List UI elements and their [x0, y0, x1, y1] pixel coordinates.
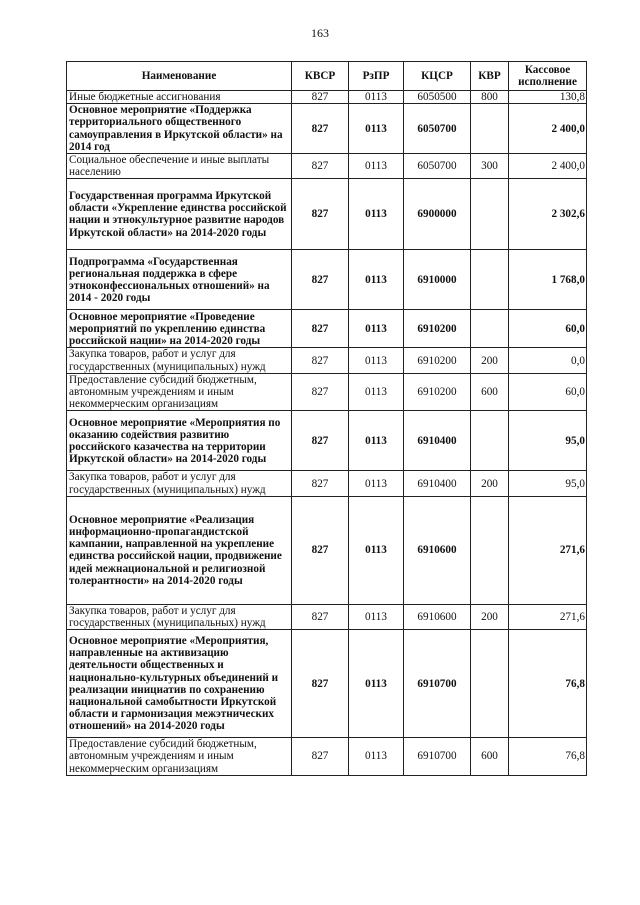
row-rzpr: 0113	[349, 179, 404, 250]
row-name: Иные бюджетные ассигнования	[67, 91, 292, 104]
row-kvsr: 827	[292, 104, 349, 154]
row-kcsr: 6900000	[404, 179, 471, 250]
row-amount: 95,0	[509, 471, 587, 496]
row-rzpr: 0113	[349, 104, 404, 154]
header-kvr: КВР	[471, 62, 509, 91]
row-rzpr: 0113	[349, 411, 404, 471]
row-amount: 271,6	[509, 496, 587, 604]
row-kcsr: 6910200	[404, 348, 471, 373]
header-kvsr: КВСР	[292, 62, 349, 91]
row-kvr	[471, 411, 509, 471]
row-name: Подпрограмма «Государственная региональная поддержка в сфере этноконфессиональных отношений» на 2014 - 2020 годы	[67, 250, 292, 310]
row-name: Основное мероприятие «Поддержка территориального общественного самоуправления в Иркутской области» на 2014 год	[67, 104, 292, 154]
table-header-row	[67, 62, 587, 91]
row-kcsr: 6050500	[404, 91, 471, 104]
table-row	[67, 154, 587, 179]
row-kvsr: 827	[292, 471, 349, 496]
row-rzpr: 0113	[349, 91, 404, 104]
row-name: Предоставление субсидий бюджетным, автономным учреждениям и иным некоммерческим организациям	[67, 373, 292, 411]
row-kvsr: 827	[292, 91, 349, 104]
row-amount: 60,0	[509, 310, 587, 348]
row-name: Закупка товаров, работ и услуг для государственных (муниципальных) нужд	[67, 604, 292, 629]
row-kvr	[471, 496, 509, 604]
row-name: Основное мероприятие «Мероприятия по оказанию содействия развитию российского казачества на территории Иркутской области» на 2014-2020 годы	[67, 411, 292, 471]
row-kvsr: 827	[292, 373, 349, 411]
budget-table	[66, 61, 587, 776]
row-kvr: 600	[471, 373, 509, 411]
row-kvr: 300	[471, 154, 509, 179]
row-kvsr: 827	[292, 411, 349, 471]
table-row	[67, 104, 587, 154]
header-name: Наименование	[67, 62, 292, 91]
row-rzpr: 0113	[349, 250, 404, 310]
row-name: Основное мероприятие «Проведение мероприятий по укреплению единства российской нации» на 2014-2020 годы	[67, 310, 292, 348]
row-kvr: 800	[471, 91, 509, 104]
row-kcsr: 6050700	[404, 104, 471, 154]
row-kvsr: 827	[292, 496, 349, 604]
row-name: Основное мероприятие «Мероприятия, направленные на активизацию деятельности общественных и национально-культурных объединений и реализации инициатив по сохранению национальной самобытности Иркутской области и гармонизация межэтнических отношений» на 2014-2020 годы	[67, 630, 292, 738]
row-name: Предоставление субсидий бюджетным, автономным учреждениям и иным некоммерческим организациям	[67, 738, 292, 776]
row-kvr	[471, 104, 509, 154]
row-amount: 0,0	[509, 348, 587, 373]
table-row	[67, 348, 587, 373]
table-row	[67, 411, 587, 471]
header-kcsr: КЦСР	[404, 62, 471, 91]
row-kvr: 600	[471, 738, 509, 776]
table-row	[67, 738, 587, 776]
row-rzpr: 0113	[349, 471, 404, 496]
row-rzpr: 0113	[349, 496, 404, 604]
header-amount: Кассовое исполнение	[509, 62, 587, 91]
row-name: Закупка товаров, работ и услуг для государственных (муниципальных) нужд	[67, 471, 292, 496]
row-kvsr: 827	[292, 179, 349, 250]
row-rzpr: 0113	[349, 310, 404, 348]
row-kvr: 200	[471, 471, 509, 496]
row-kvr	[471, 250, 509, 310]
row-amount: 60,0	[509, 373, 587, 411]
row-amount: 271,6	[509, 604, 587, 629]
row-amount: 76,8	[509, 630, 587, 738]
row-kcsr: 6910200	[404, 310, 471, 348]
row-kvsr: 827	[292, 630, 349, 738]
row-kcsr: 6910200	[404, 373, 471, 411]
row-kvsr: 827	[292, 348, 349, 373]
row-amount: 130,8	[509, 91, 587, 104]
table-row	[67, 496, 587, 604]
table-row	[67, 91, 587, 104]
row-amount: 2 400,0	[509, 154, 587, 179]
row-kcsr: 6910000	[404, 250, 471, 310]
row-rzpr: 0113	[349, 738, 404, 776]
row-kcsr: 6050700	[404, 154, 471, 179]
table-row	[67, 373, 587, 411]
row-kvr: 200	[471, 348, 509, 373]
row-kcsr: 6910700	[404, 630, 471, 738]
row-name: Государственная программа Иркутской области «Укрепление единства российской нации и этнокультурное развитие народов Иркутской области» на 2014-2020 годы	[67, 179, 292, 250]
table-row	[67, 471, 587, 496]
row-rzpr: 0113	[349, 373, 404, 411]
table-body	[67, 91, 587, 776]
row-kvsr: 827	[292, 604, 349, 629]
table-row	[67, 630, 587, 738]
row-kvsr: 827	[292, 310, 349, 348]
row-name: Социальное обеспечение и иные выплаты населению	[67, 154, 292, 179]
table-row	[67, 250, 587, 310]
row-amount: 2 400,0	[509, 104, 587, 154]
row-kcsr: 6910400	[404, 471, 471, 496]
row-rzpr: 0113	[349, 154, 404, 179]
row-name: Основное мероприятие «Реализация информационно-пропагандистской кампании, направленной на укрепление единства российской нации, продвижение идей межнациональной и религиозной толерантности» на 2014-2020 годы	[67, 496, 292, 604]
row-amount: 2 302,6	[509, 179, 587, 250]
row-kvr	[471, 310, 509, 348]
row-kvsr: 827	[292, 250, 349, 310]
table-row	[67, 310, 587, 348]
row-amount: 95,0	[509, 411, 587, 471]
row-kvr	[471, 179, 509, 250]
row-amount: 1 768,0	[509, 250, 587, 310]
table-row	[67, 604, 587, 629]
table-row	[67, 179, 587, 250]
row-kvr: 200	[471, 604, 509, 629]
row-kcsr: 6910600	[404, 496, 471, 604]
row-kcsr: 6910600	[404, 604, 471, 629]
row-name: Закупка товаров, работ и услуг для государственных (муниципальных) нужд	[67, 348, 292, 373]
row-rzpr: 0113	[349, 348, 404, 373]
row-kcsr: 6910400	[404, 411, 471, 471]
row-rzpr: 0113	[349, 630, 404, 738]
row-amount: 76,8	[509, 738, 587, 776]
row-kvsr: 827	[292, 738, 349, 776]
page-number: 163	[311, 26, 329, 40]
row-kvr	[471, 630, 509, 738]
row-rzpr: 0113	[349, 604, 404, 629]
row-kcsr: 6910700	[404, 738, 471, 776]
row-kvsr: 827	[292, 154, 349, 179]
header-rzpr: РзПР	[349, 62, 404, 91]
